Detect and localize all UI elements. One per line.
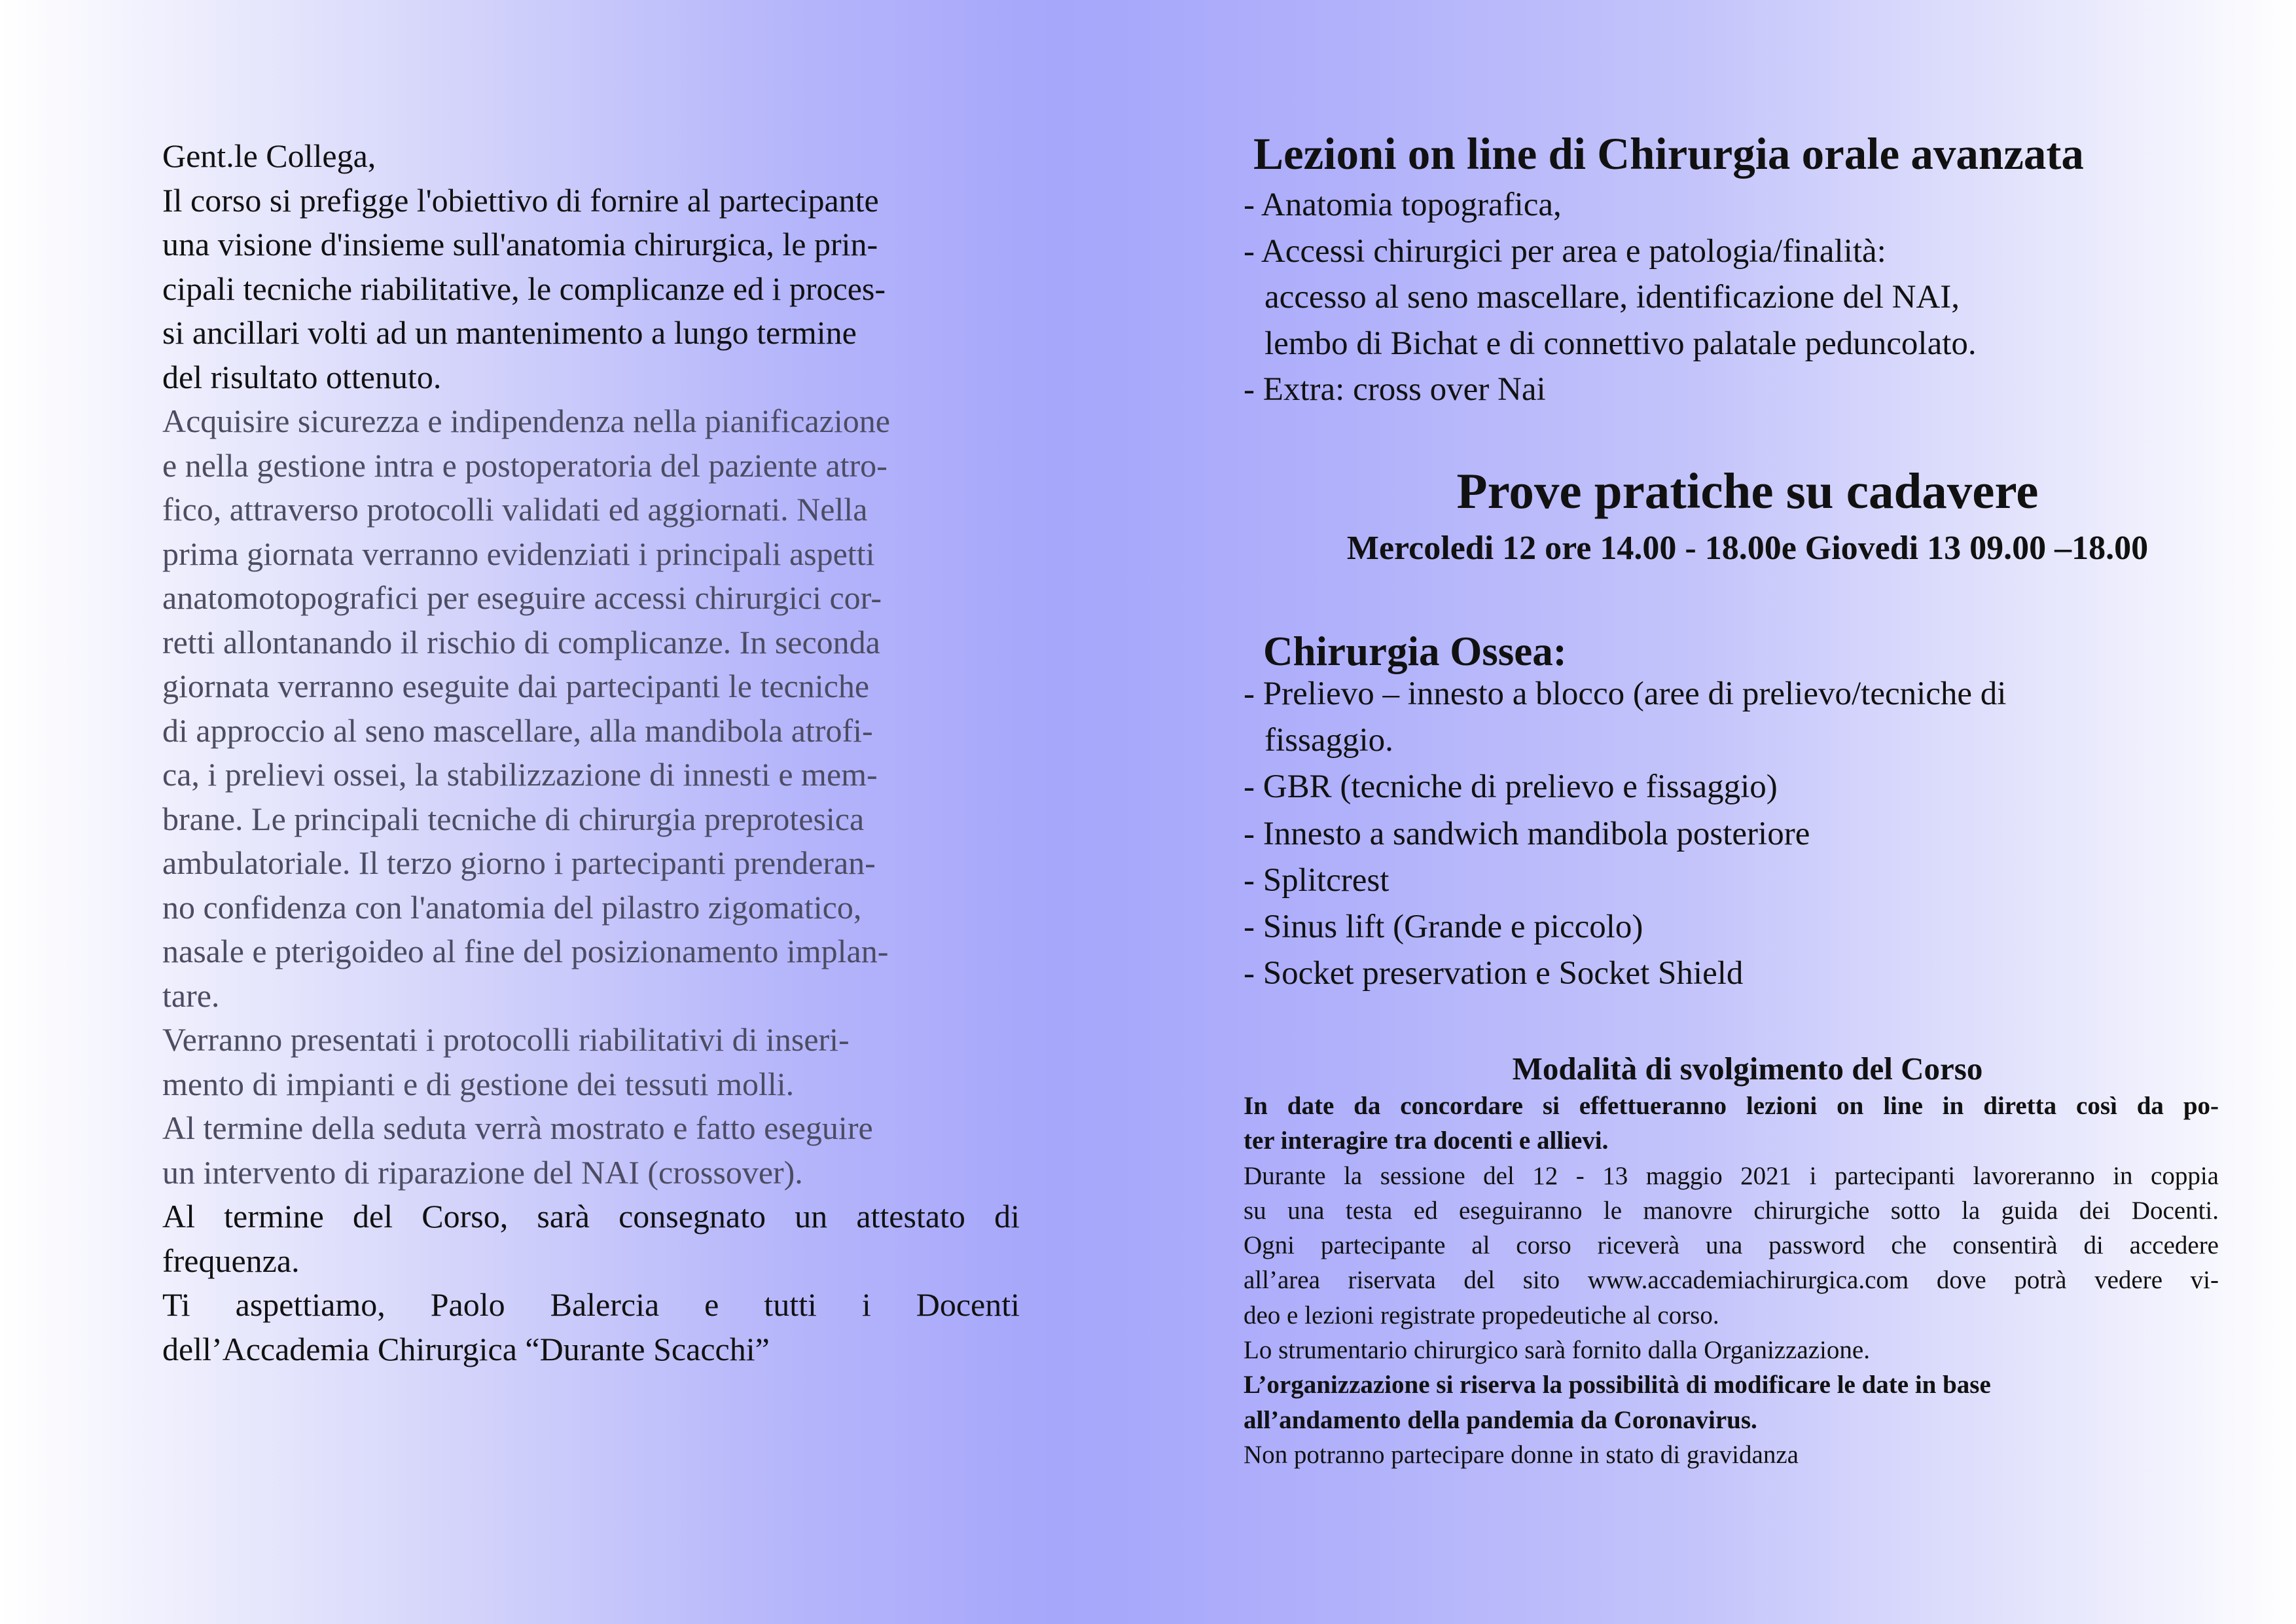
list-item: accesso al seno mascellare, identificazione del NAI, bbox=[1265, 279, 1960, 316]
program-line: mento di impianti e di gestione dei tessuti molli. bbox=[162, 1065, 795, 1102]
program-line: giornata verranno eseguite dai partecipanti le tecniche bbox=[162, 668, 870, 704]
closing-line: Al termine del Corso, sarà consegnato un attestato di bbox=[162, 1198, 1020, 1235]
closing-line: Ti aspettiamo, Paolo Balercia e tutti i Docenti bbox=[162, 1286, 1020, 1323]
lezioni-title: Lezioni on line di Chirurgia orale avanzata bbox=[1253, 129, 2084, 179]
modalita-line: Non potranno partecipare donne in stato di gravidanza bbox=[1244, 1440, 1799, 1469]
program-line: Acquisire sicurezza e indipendenza nella pianificazione bbox=[162, 403, 890, 439]
ossea-title: Chirurgia Ossea: bbox=[1263, 628, 1567, 674]
modalita-line: all’andamento della pandemia da Coronavirus. bbox=[1244, 1405, 1757, 1434]
intro-line: Il corso si prefigge l'obiettivo di fornire al partecipante bbox=[162, 181, 879, 219]
program-line: un intervento di riparazione del NAI (crossover). bbox=[162, 1153, 803, 1191]
ossea-list bbox=[1244, 671, 2006, 997]
modalita-line: su una testa ed eseguiranno le manovre chirurgiche sotto la guida dei Docenti. bbox=[1244, 1196, 2219, 1225]
list-item: - Anatomia topografica, bbox=[1244, 187, 1562, 223]
modalita-title: Modalità di svolgimento del Corso bbox=[1512, 1051, 1983, 1087]
left-column bbox=[162, 134, 1020, 1371]
intro-line: del risultato ottenuto. bbox=[162, 358, 442, 395]
list-item: lembo di Bichat e di connettivo palatale peduncolato. bbox=[1265, 325, 1977, 362]
modalita-line: all’area riservata del sito www.accademiachirurgica.com dove potrà vedere vi- bbox=[1244, 1266, 2219, 1295]
list-item: - GBR (tecniche di prelievo e fissaggio) bbox=[1244, 768, 1778, 806]
list-item: fissaggio. bbox=[1265, 722, 1393, 759]
intro-line: cipali tecniche riabilitative, le complicanze ed i proces- bbox=[162, 270, 886, 307]
modalita-line: ter interagire tra docenti e allievi. bbox=[1244, 1127, 1609, 1155]
program-line: prima giornata verranno evidenziati i principali aspetti bbox=[162, 535, 875, 572]
prove-date: Mercoledi 12 ore 14.00 - 18.00e Giovedi 13 09.00 –18.00 bbox=[1346, 530, 2149, 567]
intro-line: si ancillari volti ad un mantenimento a lungo termine bbox=[162, 314, 857, 351]
modalita-body bbox=[1244, 1089, 2219, 1472]
modalita-line: L’organizzazione si riserva la possibilità di modificare le date in base bbox=[1244, 1371, 1991, 1399]
program-line: di approccio al seno mascellare, alla mandibola atrofi- bbox=[162, 712, 873, 749]
modalita-line: In date da concordare si effettueranno lezioni on line in diretta così da po- bbox=[1244, 1092, 2219, 1120]
modalita-line: Durante la sessione del 12 - 13 maggio 2021 i partecipanti lavoreranno in coppia bbox=[1244, 1161, 2219, 1190]
program-line: e nella gestione intra e postoperatoria del paziente atro- bbox=[162, 446, 888, 484]
program-line: anatomotopografici per eseguire accessi chirurgici cor- bbox=[162, 579, 882, 616]
list-item: - Socket preservation e Socket Shield bbox=[1244, 955, 1744, 992]
list-item: - Extra: cross over Nai bbox=[1244, 371, 1546, 408]
closing-line: dell’Accademia Chirurgica “Durante Scacchi” bbox=[162, 1330, 770, 1367]
list-item: - Sinus lift (Grande e piccolo) bbox=[1244, 909, 1643, 946]
program-line: fico, attraverso protocolli validati ed aggiornati. Nella bbox=[162, 491, 868, 528]
greeting: Gent.le Collega, bbox=[162, 137, 376, 174]
program-line: Al termine della seduta verrà mostrato e fatto eseguire bbox=[162, 1110, 873, 1146]
closing-line: frequenza. bbox=[162, 1242, 300, 1279]
program-line: no confidenza con l'anatomia del pilastro zigomatico, bbox=[162, 888, 862, 926]
program-line: brane. Le principali tecniche di chirurgia preprotesica bbox=[162, 800, 865, 837]
program-line: nasale e pterigoideo al fine del posizionamento implan- bbox=[162, 933, 889, 969]
modalita-line: Ogni partecipante al corso riceverà una password che consentirà di accedere bbox=[1244, 1231, 2219, 1260]
list-item: - Innesto a sandwich mandibola posteriore bbox=[1244, 815, 1810, 852]
prove-title: Prove pratiche su cadavere bbox=[1456, 463, 2039, 519]
program-line: ambulatoriale. Il terzo giorno i partecipanti prenderan- bbox=[162, 844, 876, 881]
modalita-line: deo e lezioni registrate propedeutiche al corso. bbox=[1244, 1301, 1719, 1329]
list-item: - Prelievo – innesto a blocco (aree di prelievo/tecniche di bbox=[1244, 676, 2007, 712]
program-line: Verranno presentati i protocolli riabilitativi di inseri- bbox=[162, 1021, 850, 1058]
list-item: - Accessi chirurgici per area e patologia/finalità: bbox=[1244, 232, 1886, 270]
intro-line: una visione d'insieme sull'anatomia chirurgica, le prin- bbox=[162, 226, 878, 262]
program-line: ca, i prelievi ossei, la stabilizzazione di innesti e mem- bbox=[162, 756, 878, 793]
program-line: tare. bbox=[162, 977, 220, 1014]
program-line: retti allontanando il rischio di complicanze. In seconda bbox=[162, 623, 880, 660]
lezioni-list bbox=[1244, 182, 1977, 413]
list-item: - Splitcrest bbox=[1244, 861, 1390, 899]
modalita-line: Lo strumentario chirurgico sarà fornito dalla Organizzazione. bbox=[1244, 1336, 1870, 1365]
